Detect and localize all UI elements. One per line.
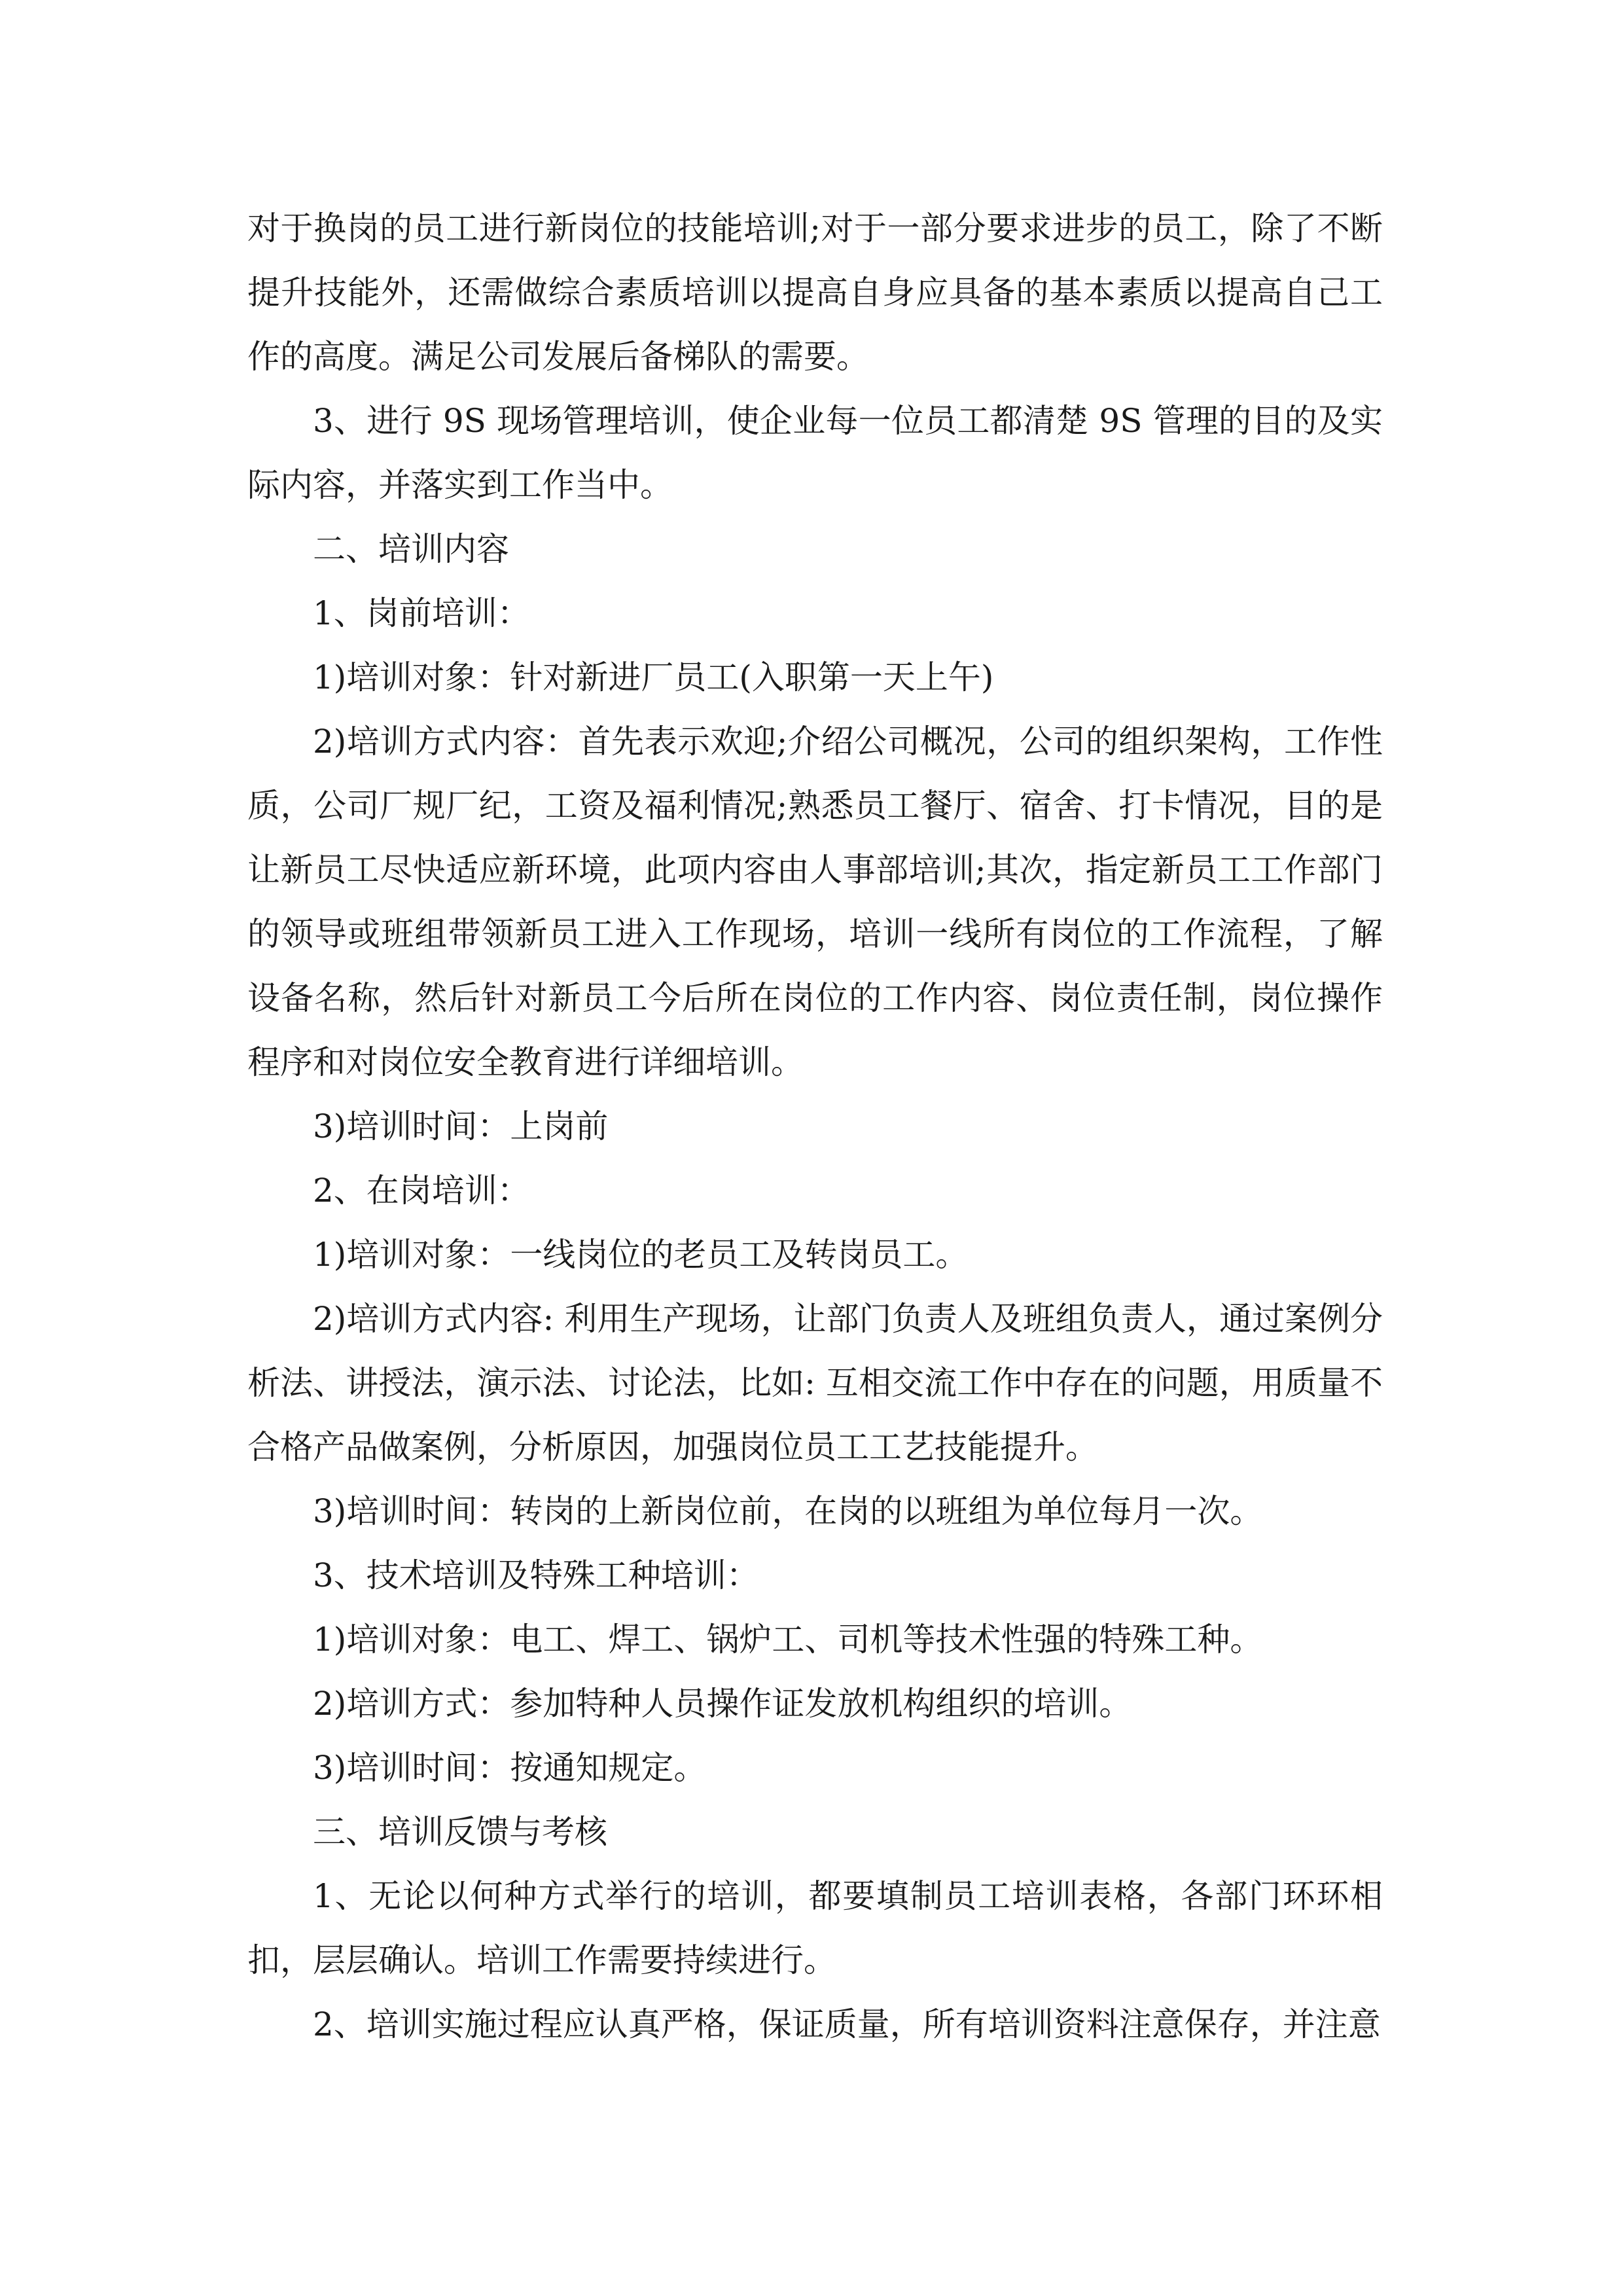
paragraph-technical-time: 3)培训时间：按通知规定。 <box>313 1749 707 1787</box>
section-heading-training-content: 二、培训内容 <box>313 530 509 568</box>
subheading-pre-job-training: 1、岗前培训： <box>313 594 530 632</box>
paragraph-technical-method: 2)培训方式：参加特种人员操作证发放机构组织的培训。 <box>313 1685 1132 1723</box>
paragraph-pre-job-time: 3)培训时间：上岗前 <box>313 1107 609 1145</box>
section-heading-feedback-assessment: 三、培训反馈与考核 <box>313 1813 607 1851</box>
subheading-on-job-training: 2、在岗培训： <box>313 1172 530 1210</box>
paragraph-feedback-1: 1、无论以何种方式举行的培训，都要填制员工培训表格，各部门环环相扣，层层确认。培训工作需要持续进行。 <box>247 1877 1383 1979</box>
paragraph-on-job-target: 1)培训对象：一线岗位的老员工及转岗员工。 <box>313 1236 969 1274</box>
paragraph-technical-target: 1)培训对象：电工、焊工、锅炉工、司机等技术性强的特殊工种。 <box>313 1621 1263 1659</box>
paragraph-on-job-method: 2)培训方式内容: 利用生产现场，让部门负责人及班组负责人，通过案例分析法、讲授法，演示法、讨论法，比如: 互相交流工作中存在的问题，用质量不合格产品做案例，分析原因，加强岗位员工工艺技能提升。 <box>247 1300 1383 1466</box>
paragraph-9s-training: 3、进行 9S 现场管理培训，使企业每一位员工都清楚 9S 管理的目的及实际内容，并落实到工作当中。 <box>247 402 1383 504</box>
paragraph-continuation: 对于换岗的员工进行新岗位的技能培训;对于一部分要求进步的员工，除了不断提升技能外，还需做综合素质培训以提高自身应具备的基本素质以提高自己工作的高度。满足公司发展后备梯队的需要。 <box>247 209 1383 376</box>
document-body <box>247 196 1383 2056</box>
paragraph-on-job-time: 3)培训时间：转岗的上新岗位前，在岗的以班组为单位每月一次。 <box>313 1492 1263 1530</box>
subheading-technical-training: 3、技术培训及特殊工种培训： <box>313 1556 759 1594</box>
paragraph-pre-job-method: 2)培训方式内容：首先表示欢迎;介绍公司概况，公司的组织架构，工作性质，公司厂规厂纪，工资及福利情况;熟悉员工餐厅、宿舍、打卡情况，目的是让新员工尽快适应新环境，此项内容由人事部培训;其次，指定新员工工作部门的领导或班组带领新员工进入工作现场，培训一线所有岗位的工作流程，了解设备名称，然后针对新员工今后所在岗位的工作内容、岗位责任制，岗位操作程序和对岗位安全教育进行详细培训。 <box>247 723 1383 1081</box>
paragraph-pre-job-target: 1)培训对象：针对新进厂员工(入职第一天上午) <box>313 658 994 696</box>
paragraph-feedback-2: 2、培训实施过程应认真严格，保证质量，所有培训资料注意保存，并注意 <box>313 2005 1381 2043</box>
